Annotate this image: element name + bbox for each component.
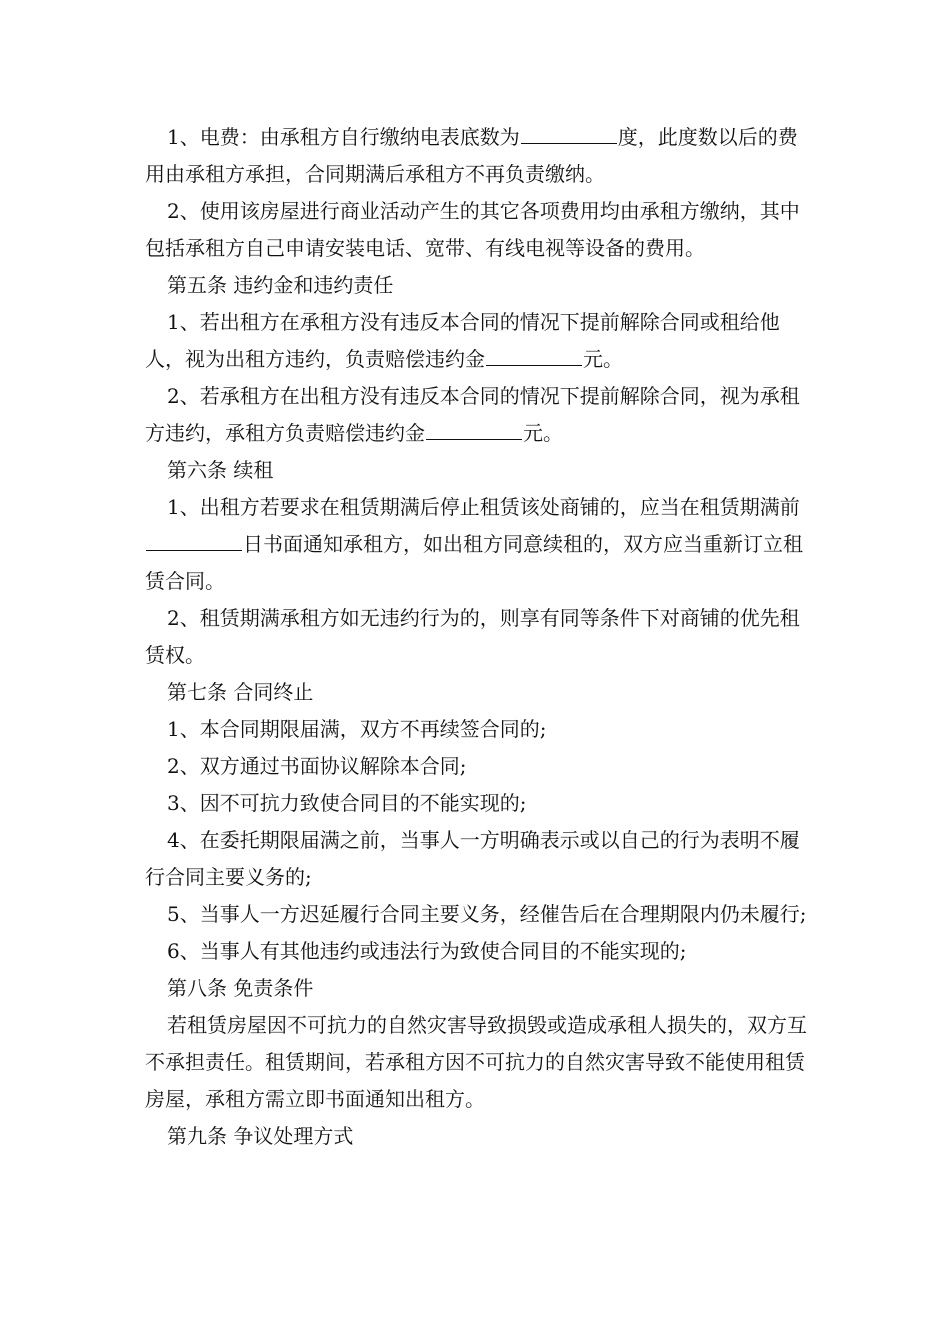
paragraph-text: 1、出租方若要求在租赁期满后停止租赁该处商铺的，应当在租赁期满前 [167, 495, 800, 519]
fill-blank [486, 345, 582, 366]
fill-blank [426, 419, 522, 440]
section-heading-7 [145, 674, 815, 711]
heading-text: 第六条 续租 [167, 458, 274, 482]
paragraph-text: 若租赁房屋因不可抗力的自然灾害导致损毁或造成承租人损失的，双方互不承担责任。租赁期间，若承租方因不可抗力的自然灾害导致不能使用租赁房屋，承租方需立即书面通知出租方。 [145, 1013, 807, 1111]
fill-blank [521, 123, 617, 144]
heading-text: 第七条 合同终止 [167, 680, 314, 704]
paragraph-text: 1、若出租方在承租方没有违反本合同的情况下提前解除合同或租给他人，视为出租方违约，负责赔偿违约金 [145, 310, 780, 371]
list-item-termination-2 [145, 748, 815, 785]
paragraph-text: 日书面通知承租方，如出租方同意续租的，双方应当重新订立租赁合同。 [145, 532, 803, 593]
paragraph-text: 5、当事人一方迟延履行合同主要义务，经催告后在合理期限内仍未履行; [167, 902, 807, 926]
paragraph-text: 2、租赁期满承租方如无违约行为的，则享有同等条件下对商铺的优先租赁权。 [145, 606, 800, 667]
list-item-termination-5 [145, 896, 815, 933]
section-heading-8 [145, 970, 815, 1007]
heading-text: 第八条 免责条件 [167, 976, 314, 1000]
heading-text: 第九条 争议处理方式 [167, 1124, 354, 1148]
paragraph-text: 6、当事人有其他违约或违法行为致使合同目的不能实现的; [167, 939, 687, 963]
paragraph-priority-lease [145, 600, 815, 674]
paragraph-text: 1、本合同期限届满，双方不再续签合同的; [167, 717, 547, 741]
paragraph-renewal-notice [145, 489, 815, 600]
section-heading-9 [145, 1118, 815, 1155]
section-heading-6 [145, 452, 815, 489]
fill-blank [146, 530, 242, 551]
heading-text: 第五条 违约金和违约责任 [167, 273, 394, 297]
paragraph-force-majeure [145, 1007, 815, 1118]
paragraph-text: 2、双方通过书面协议解除本合同; [167, 754, 467, 778]
paragraph-text: 2、使用该房屋进行商业活动产生的其它各项费用均由承租方缴纳，其中包括承租方自己申请安装电话、宽带、有线电视等设备的费用。 [145, 199, 800, 260]
list-item-termination-1 [145, 711, 815, 748]
list-item-termination-3 [145, 785, 815, 822]
paragraph-lessor-breach [145, 304, 815, 378]
document-body [145, 119, 815, 1155]
paragraph-text: 2、若承租方在出租方没有违反本合同的情况下提前解除合同，视为承租方违约，承租方负责赔偿违约金 [145, 384, 800, 445]
paragraph-text: 3、因不可抗力致使合同目的不能实现的; [167, 791, 527, 815]
section-heading-5 [145, 267, 815, 304]
list-item-termination-6 [145, 933, 815, 970]
list-item-termination-4 [145, 822, 815, 896]
paragraph-other-fees [145, 193, 815, 267]
paragraph-text: 元。 [583, 347, 623, 371]
paragraph-text: 度，此度数以后的费用由承租方承担，合同期满后承租方不再负责缴纳。 [145, 125, 798, 186]
paragraph-text: 1、电费：由承租方自行缴纳电表底数为 [167, 125, 520, 149]
paragraph-electricity [145, 119, 815, 193]
paragraph-text: 元。 [523, 421, 563, 445]
paragraph-text: 4、在委托期限届满之前，当事人一方明确表示或以自己的行为表明不履行合同主要义务的; [145, 828, 800, 889]
paragraph-lessee-breach [145, 378, 815, 452]
